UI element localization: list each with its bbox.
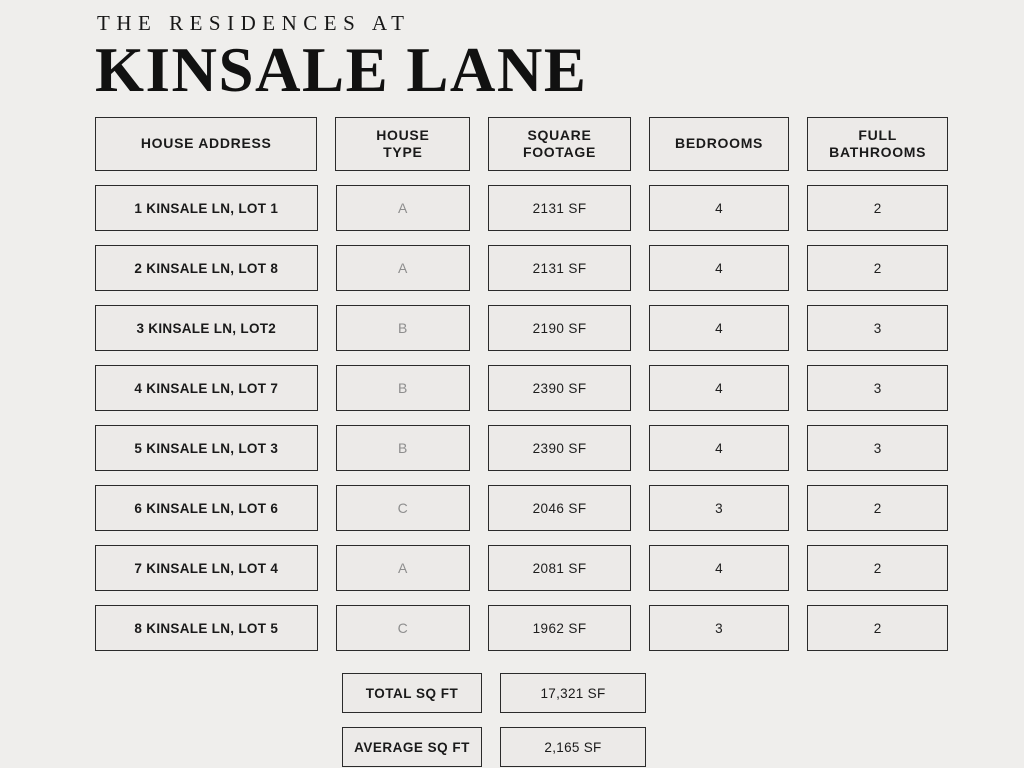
cell-house-type: A [336, 185, 471, 231]
cell-house-type: B [336, 365, 471, 411]
cell-square-footage: 2390 SF [488, 425, 631, 471]
house-specs-table [0, 117, 1024, 651]
cell-address: 5 KINSALE LN, LOT 3 [95, 425, 318, 471]
table-row [95, 365, 948, 411]
eyebrow-text: THE RESIDENCES AT [97, 11, 411, 35]
table-row [95, 545, 948, 591]
cell-address: 8 KINSALE LN, LOT 5 [95, 605, 318, 651]
cell-bathrooms: 2 [807, 485, 948, 531]
cell-square-footage: 2131 SF [488, 245, 631, 291]
cell-house-type: C [336, 605, 471, 651]
column-header-house-type-line1: HOUSE TYPE [376, 126, 430, 161]
cell-bathrooms: 3 [807, 305, 948, 351]
cell-house-type: C [336, 485, 471, 531]
cell-house-type: A [336, 545, 471, 591]
cell-bedrooms: 3 [649, 605, 790, 651]
column-header-house-type [335, 117, 470, 171]
column-header-square-footage: SQUARE FOOTAGE [488, 117, 631, 171]
total-sqft-value: 17,321 SF [500, 673, 646, 713]
cell-address: 3 KINSALE LN, LOT2 [95, 305, 318, 351]
cell-house-type: A [336, 245, 471, 291]
cell-bathrooms: 2 [807, 245, 948, 291]
cell-bathrooms: 3 [807, 365, 948, 411]
cell-bedrooms: 4 [649, 185, 790, 231]
table-row [95, 185, 948, 231]
cell-address: 1 KINSALE LN, LOT 1 [95, 185, 318, 231]
page-title: KINSALE LANE [95, 35, 588, 106]
cell-address: 6 KINSALE LN, LOT 6 [95, 485, 318, 531]
cell-address: 2 KINSALE LN, LOT 8 [95, 245, 318, 291]
column-header-house-address: HOUSE ADDRESS [95, 117, 317, 171]
table-header-row [95, 117, 948, 171]
cell-square-footage: 2081 SF [488, 545, 631, 591]
cell-bedrooms: 4 [649, 425, 790, 471]
cell-address: 4 KINSALE LN, LOT 7 [95, 365, 318, 411]
average-sqft-value: 2,165 SF [500, 727, 646, 767]
total-sqft-label: TOTAL SQ FT [342, 673, 482, 713]
table-row [95, 605, 948, 651]
cell-square-footage: 2131 SF [488, 185, 631, 231]
average-sqft-label: AVERAGE SQ FT [342, 727, 482, 767]
cell-bathrooms: 3 [807, 425, 948, 471]
cell-bedrooms: 4 [649, 545, 790, 591]
table-row [95, 425, 948, 471]
table-row [95, 245, 948, 291]
summary-row-average [95, 727, 1024, 767]
cell-bedrooms: 4 [649, 365, 790, 411]
title-block [0, 0, 1024, 106]
cell-square-footage: 2390 SF [488, 365, 631, 411]
cell-bedrooms: 4 [649, 245, 790, 291]
cell-house-type: B [336, 305, 471, 351]
cell-address: 7 KINSALE LN, LOT 4 [95, 545, 318, 591]
cell-bathrooms: 2 [807, 545, 948, 591]
column-header-full-bathrooms: FULL BATHROOMS [807, 117, 948, 171]
cell-bedrooms: 3 [649, 485, 790, 531]
cell-house-type: B [336, 425, 471, 471]
cell-square-footage: 2046 SF [488, 485, 631, 531]
cell-square-footage: 2190 SF [488, 305, 631, 351]
column-header-bedrooms: BEDROOMS [649, 117, 790, 171]
table-row [95, 485, 948, 531]
cell-bedrooms: 4 [649, 305, 790, 351]
cell-bathrooms: 2 [807, 605, 948, 651]
cell-square-footage: 1962 SF [488, 605, 631, 651]
summary-row-total [95, 673, 1024, 713]
cell-bathrooms: 2 [807, 185, 948, 231]
table-row [95, 305, 948, 351]
summary-block [0, 673, 1024, 767]
